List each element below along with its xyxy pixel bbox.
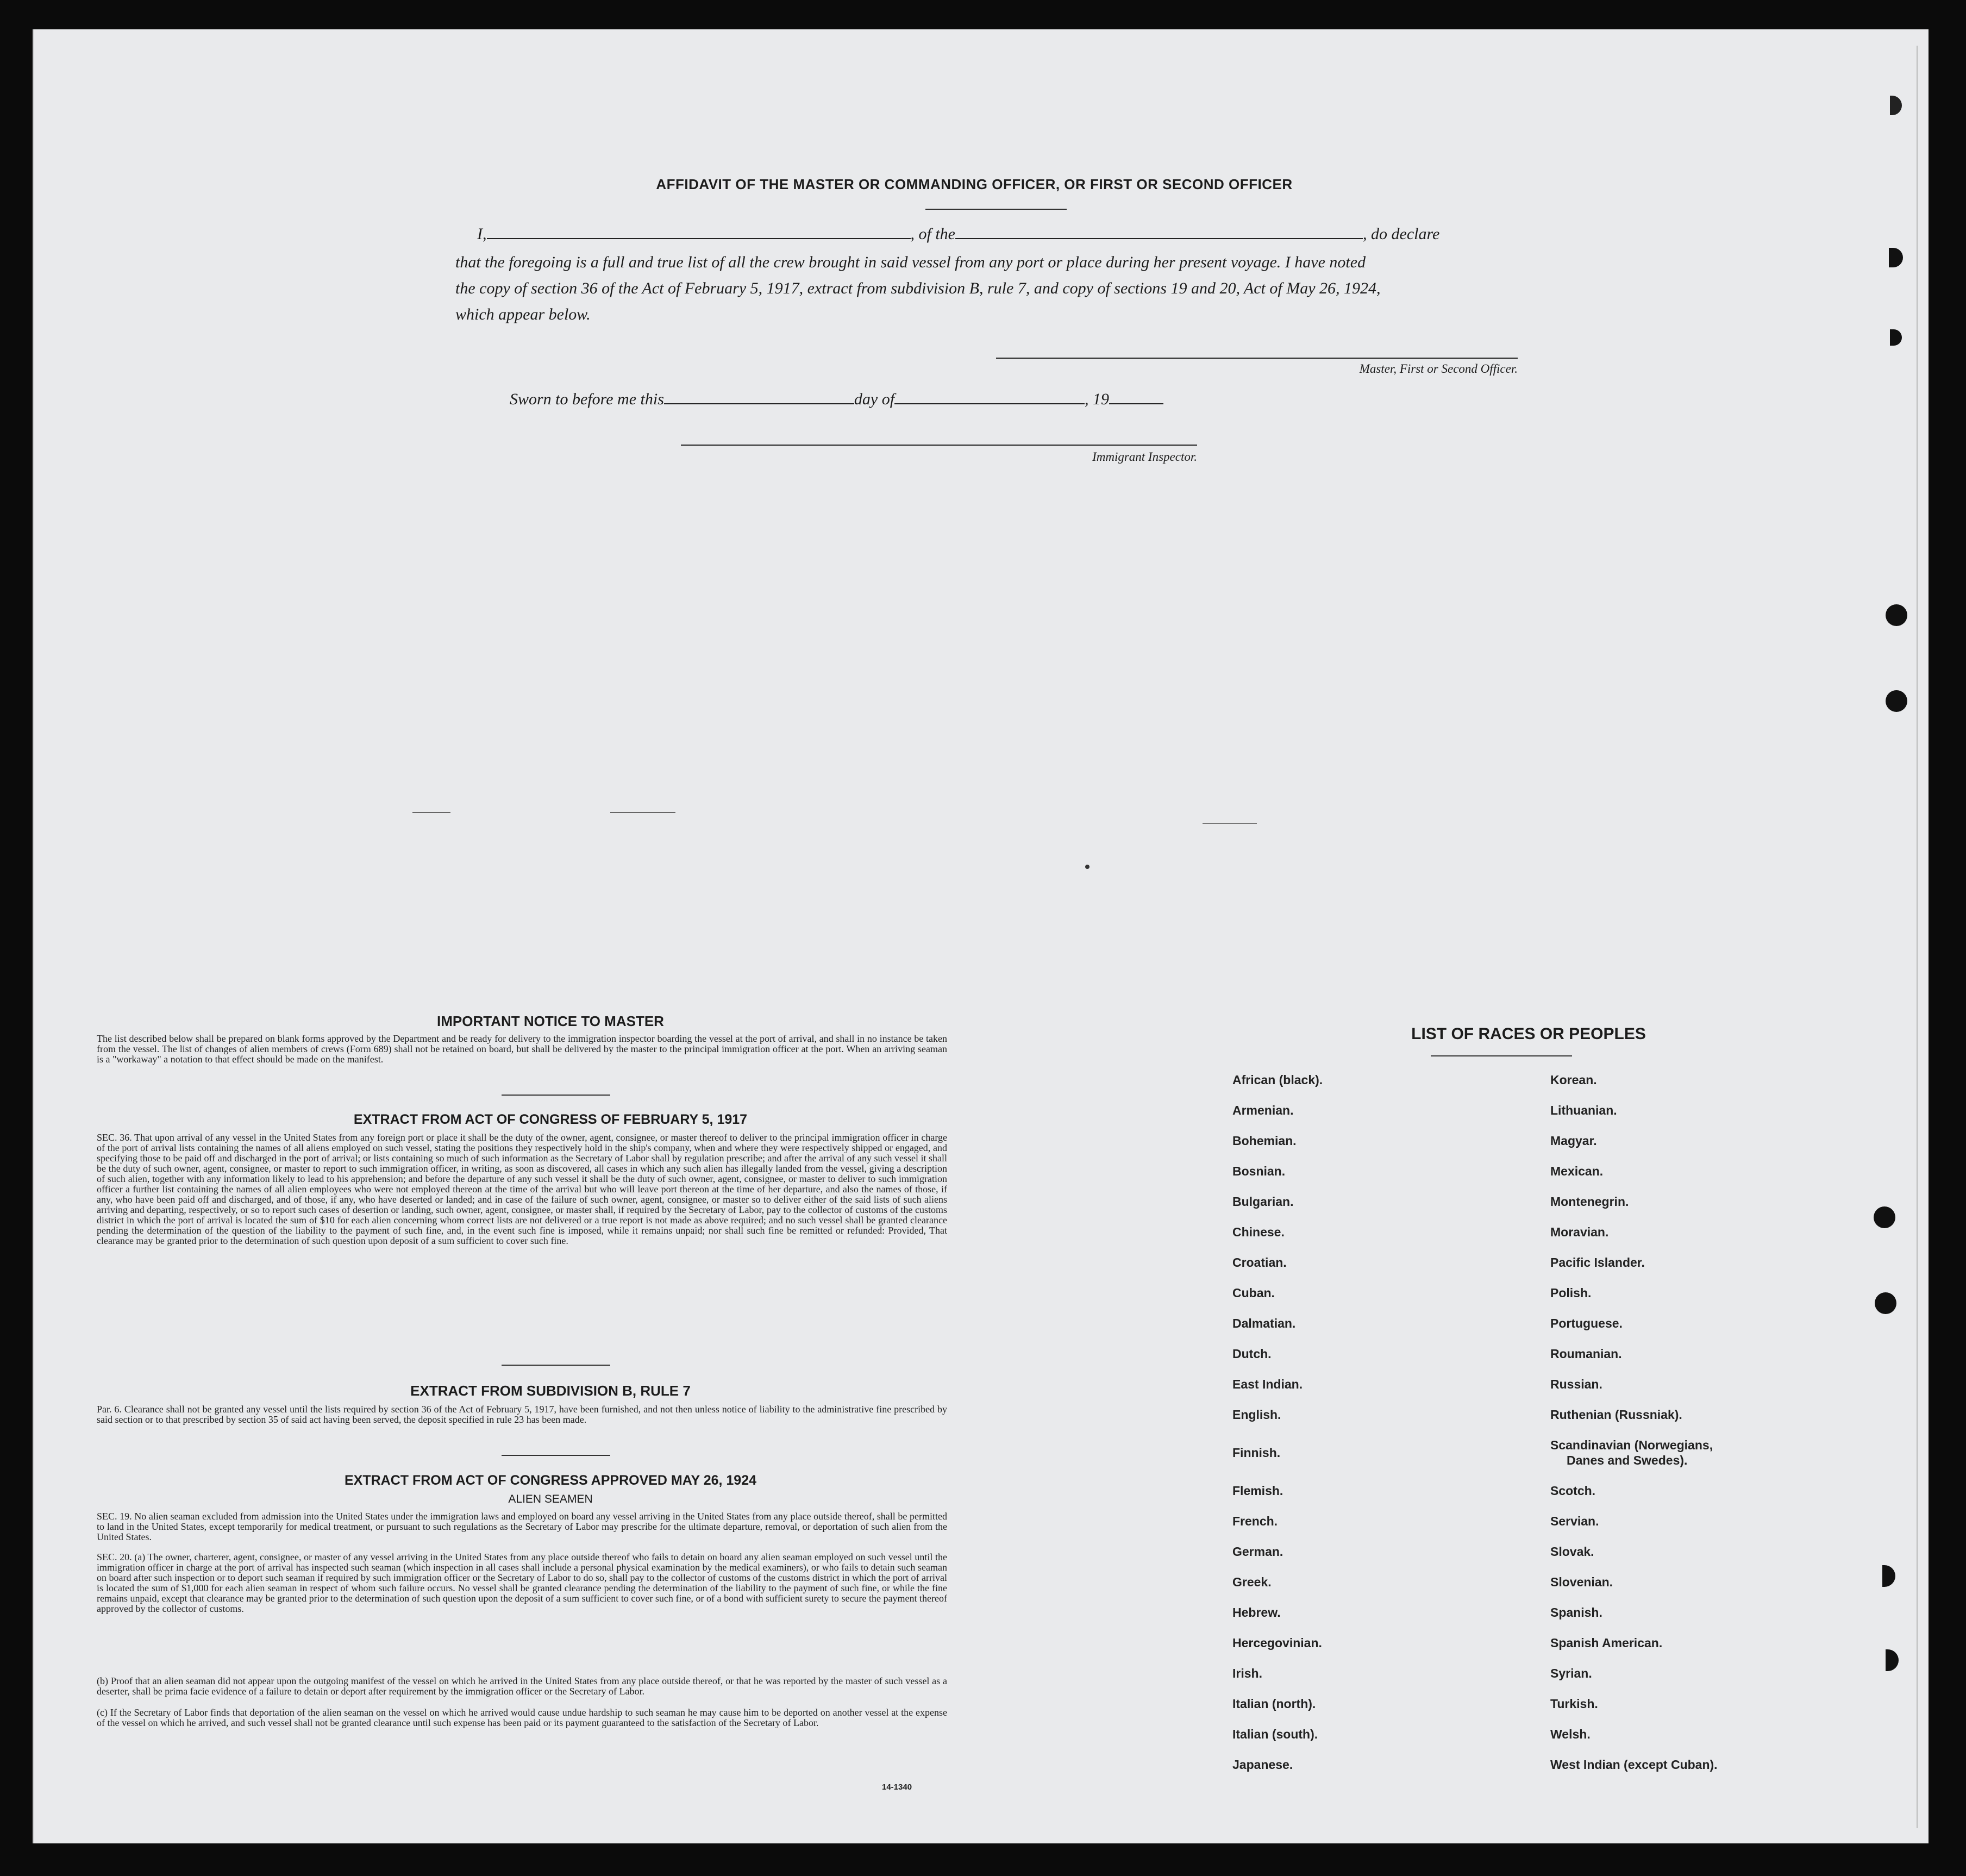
race-item: Slovak. xyxy=(1550,1544,1594,1559)
race-item: East Indian. xyxy=(1232,1377,1303,1391)
affidavit-line3: the copy of section 36 of the Act of February 5, 1917, extract from subdivision B, rule 7, and copy of sections 19 and 20, Act of May 26, 1924, xyxy=(455,279,1381,297)
affidavit-line4: which appear below. xyxy=(455,305,591,323)
race-item: Syrian. xyxy=(1550,1666,1592,1680)
race-item: Moravian. xyxy=(1550,1225,1609,1239)
punch-hole xyxy=(1875,1292,1896,1314)
extract-rule7-heading: EXTRACT FROM SUBDIVISION B, RULE 7 xyxy=(410,1383,691,1399)
race-item: Chinese. xyxy=(1232,1225,1285,1239)
master-signature-line[interactable] xyxy=(996,358,1518,359)
punch-hole xyxy=(1886,604,1907,626)
race-item: Japanese. xyxy=(1232,1758,1293,1772)
alien-seamen-subheading: ALIEN SEAMEN xyxy=(508,1493,593,1505)
scan-mark xyxy=(412,812,450,813)
master-caption: Master, First or Second Officer. xyxy=(1359,362,1518,376)
race-item: Hercegovinian. xyxy=(1232,1636,1322,1650)
extract-rule7-text: Par. 6. Clearance shall not be granted any vessel until the lists required by section 36 of the Act of February 5, 1917, have been furnished, and not then unless notice of liability to the administrative fine prescribed by said section or to that prescribed by section 35 of said act having been served, the deposit specified in rule 23 has been made. xyxy=(97,1404,947,1425)
document-sheet xyxy=(33,29,1929,1843)
race-item: Italian (south). xyxy=(1232,1727,1318,1741)
sworn-prefix: Sworn to before me this xyxy=(510,390,664,408)
inspector-signature-line[interactable] xyxy=(681,445,1197,446)
sworn-year-field[interactable] xyxy=(1109,403,1163,404)
race-item: Dutch. xyxy=(1232,1347,1272,1361)
heading-rule xyxy=(925,209,1067,210)
race-item: Spanish. xyxy=(1550,1605,1602,1619)
race-item: Slovenian. xyxy=(1550,1575,1613,1589)
race-item: Cuban. xyxy=(1232,1286,1275,1300)
notice-text: The list described below shall be prepared on blank forms approved by the Department and be ready for delivery to the immigration inspector boarding the vessel at the port of arrival, and shall in no instance be taken from the vessel. The list of changes of alien members of crews (Form 689) shall not be retained on board, but shall be delivered by the master to the principal immigration officer at the port. When an arriving seaman is a "workaway" a notation to that effect should be made on the manifest. xyxy=(97,1033,947,1065)
punch-hole xyxy=(1886,690,1907,712)
scan-mark xyxy=(610,812,675,813)
sheet-edge-line xyxy=(1917,46,1918,1828)
affidavit-i-label: I, xyxy=(477,225,487,243)
race-item: Servian. xyxy=(1550,1514,1599,1528)
section-rule xyxy=(502,1365,610,1366)
extract-1924-sec20a: SEC. 20. (a) The owner, charterer, agent, consignee, or master of any vessel arriving in the United States from any place outside thereof who fails to detain on board any alien seaman employed on such vessel until the immigration officer in charge at the port of arrival has inspected such seaman (which inspection in all cases shall include a personal physical examination by the medical examiners), or who fails to detain such seaman on board after such inspection or to deport such seaman if required by such immigration officer or the Secretary of Labor to do so, shall pay to the collector of customs of the customs district in which the port of arrival is located the sum of $1,000 for each alien seaman in respect of whom such failure occurs. No vessel shall be granted clearance pending the determination of the liability to the payment of such fine, or while the fine remains unpaid, except that clearance may be granted prior to the determination of such question upon the deposit of a sum sufficient to cover such fine, or of a bond with sufficient surety to secure the payment thereof approved by the collector of customs. xyxy=(97,1552,947,1614)
races-heading: LIST OF RACES OR PEOPLES xyxy=(1411,1025,1646,1043)
extract-1924-heading: EXTRACT FROM ACT OF CONGRESS APPROVED MAY 26, 1924 xyxy=(344,1473,757,1488)
extract-1924-sec20c: (c) If the Secretary of Labor finds that deportation of the alien seaman on the vessel on which he arrived would cause undue hardship to such seaman he may cause him to be deported on another vessel at the expense of the vessel on which he arrived, and such vessel shall not be granted clearance until such expense has been paid or its payment guaranteed to the satisfaction of the Secretary of Labor. xyxy=(97,1707,947,1728)
race-item: French. xyxy=(1232,1514,1278,1528)
affidavit-heading: AFFIDAVIT OF THE MASTER OR COMMANDING OFFICER, OR FIRST OR SECOND OFFICER xyxy=(656,176,1293,192)
sworn-day-field[interactable] xyxy=(664,403,854,404)
race-item: English. xyxy=(1232,1408,1281,1422)
affidavit-declare-label: , do declare xyxy=(1363,225,1440,243)
race-item: Magyar. xyxy=(1550,1134,1597,1148)
race-item: Roumanian. xyxy=(1550,1347,1622,1361)
form-number: 14-1340 xyxy=(882,1783,912,1792)
race-item: Croatian. xyxy=(1232,1255,1287,1270)
race-item: Mexican. xyxy=(1550,1164,1604,1178)
scan-dot xyxy=(1085,865,1090,869)
race-item: Scotch. xyxy=(1550,1484,1596,1498)
race-item: German. xyxy=(1232,1544,1283,1559)
race-item: Turkish. xyxy=(1550,1697,1598,1711)
section-rule xyxy=(502,1455,610,1456)
extract-1924-sec20b: (b) Proof that an alien seaman did not appear upon the outgoing manifest of the vessel on which he arrived in the United States from any place outside thereof, or that he was reported by the master of such vessel as a deserter, shall be prima facie evidence of a failure to detain or deport after requirement by the immigration officer or the Secretary of Labor. xyxy=(97,1675,947,1697)
race-item: Lithuanian. xyxy=(1550,1103,1617,1117)
race-item: Bulgarian. xyxy=(1232,1195,1294,1209)
scan-mark xyxy=(1203,823,1257,824)
race-item: Italian (north). xyxy=(1232,1697,1316,1711)
race-item: Russian. xyxy=(1550,1377,1602,1391)
race-item: Montenegrin. xyxy=(1550,1195,1629,1209)
race-item: Ruthenian (Russniak). xyxy=(1550,1408,1682,1422)
race-item: Bosnian. xyxy=(1232,1164,1286,1178)
race-item: Scandinavian (Norwegians, xyxy=(1550,1438,1713,1452)
sworn-month-field[interactable] xyxy=(894,403,1085,404)
affidavit-of-the-label: , of the xyxy=(910,225,955,243)
extract-1917-text: SEC. 36. That upon arrival of any vessel in the United States from any foreign port or place it shall be the duty of the owner, agent, consignee, or master thereof to deliver to the principal immigration officer in charge of the port of arrival lists containing the names of all aliens employed on such vessel, stating the positions they respectively hold in the ship's company, when and where they were respectively shipped or engaged, and specifying those to be paid off and discharged in the port of arrival; or lists containing so much of such information as the Secretary of Labor shall by regulation prescribe; and after the arrival of any such vessel it shall be the duty of such owner, agent, consignee, or master to report to such immigration officer, in writing, as soon as discovered, all cases in which any such alien has illegally landed from the vessel, giving a description of such alien, together with any information likely to lead to his apprehension; and before the departure of any such vessel it shall be the duty of such owner, agent, consignee, or master to deliver to such immigration officer a further list containing the names of all alien employees who were not employed thereon at the time of the arrival but who will leave port thereon at the time of her departure, and also the names of those, if any, who have been paid off and discharged, and of those, if any, who have deserted or landed; and in case of the failure of such owner, agent, consignee, or master so to deliver either of the said lists of such aliens arriving and departing, respectively, or so to report such cases of desertion or landing, such owner, agent, consignee, or master shall, if required by the Secretary of Labor, pay to the collector of customs of the customs district in which the port of arrival is located the sum of $10 for each alien concerning whom correct lists are not delivered or a true report is not made as above required; and no such vessel shall be granted clearance pending the determination of the question of the liability to the payment of such fine, and, in the event such fine is imposed, while it remains unpaid; nor shall such fine be remitted or refunded: Provided, That clearance may be granted prior to the determination of such question upon deposit of a sum sufficient to cover such fine. xyxy=(97,1132,947,1246)
sworn-year-label: , 19 xyxy=(1085,390,1110,408)
section-rule xyxy=(502,1095,610,1096)
sworn-day-of-label: day of xyxy=(854,390,895,408)
race-item: Dalmatian. xyxy=(1232,1316,1296,1330)
race-item: West Indian (except Cuban). xyxy=(1550,1758,1718,1772)
race-item: African (black). xyxy=(1232,1073,1323,1087)
affidavit-line1 xyxy=(477,225,1553,243)
affiant-name-field[interactable] xyxy=(487,238,911,239)
races-rule xyxy=(1431,1055,1572,1056)
race-item-continuation: Danes and Swedes). xyxy=(1567,1453,1688,1467)
sworn-line xyxy=(510,390,1270,409)
race-item: Irish. xyxy=(1232,1666,1262,1680)
affidavit-line2: that the foregoing is a full and true list of all the crew brought in said vessel from any port or place during her present voyage. I have noted xyxy=(455,253,1366,271)
race-item: Pacific Islander. xyxy=(1550,1255,1645,1270)
race-item: Portuguese. xyxy=(1550,1316,1623,1330)
race-item: Flemish. xyxy=(1232,1484,1283,1498)
inspector-caption: Immigrant Inspector. xyxy=(1092,450,1197,464)
notice-heading: IMPORTANT NOTICE TO MASTER xyxy=(437,1013,664,1029)
race-item: Spanish American. xyxy=(1550,1636,1663,1650)
race-item: Finnish. xyxy=(1232,1446,1281,1460)
punch-hole xyxy=(1874,1206,1895,1228)
race-item: Bohemian. xyxy=(1232,1134,1297,1148)
race-item: Greek. xyxy=(1232,1575,1272,1589)
race-item: Welsh. xyxy=(1550,1727,1591,1741)
extract-1924-sec19: SEC. 19. No alien seaman excluded from admission into the United States under the immigration laws and employed on board any vessel arriving in the United States from any place outside thereof, shall be permitted to land in the United States, except temporarily for medical treatment, or pursuant to such regulations as the Secretary of Labor may prescribe for the ultimate departure, removal, or deportation of such alien from the United States. xyxy=(97,1511,947,1542)
race-item: Korean. xyxy=(1550,1073,1597,1087)
race-item: Hebrew. xyxy=(1232,1605,1281,1619)
race-item: Armenian. xyxy=(1232,1103,1294,1117)
extract-1917-heading: EXTRACT FROM ACT OF CONGRESS OF FEBRUARY 5, 1917 xyxy=(353,1112,748,1127)
vessel-name-field[interactable] xyxy=(955,238,1363,239)
race-item: Polish. xyxy=(1550,1286,1592,1300)
